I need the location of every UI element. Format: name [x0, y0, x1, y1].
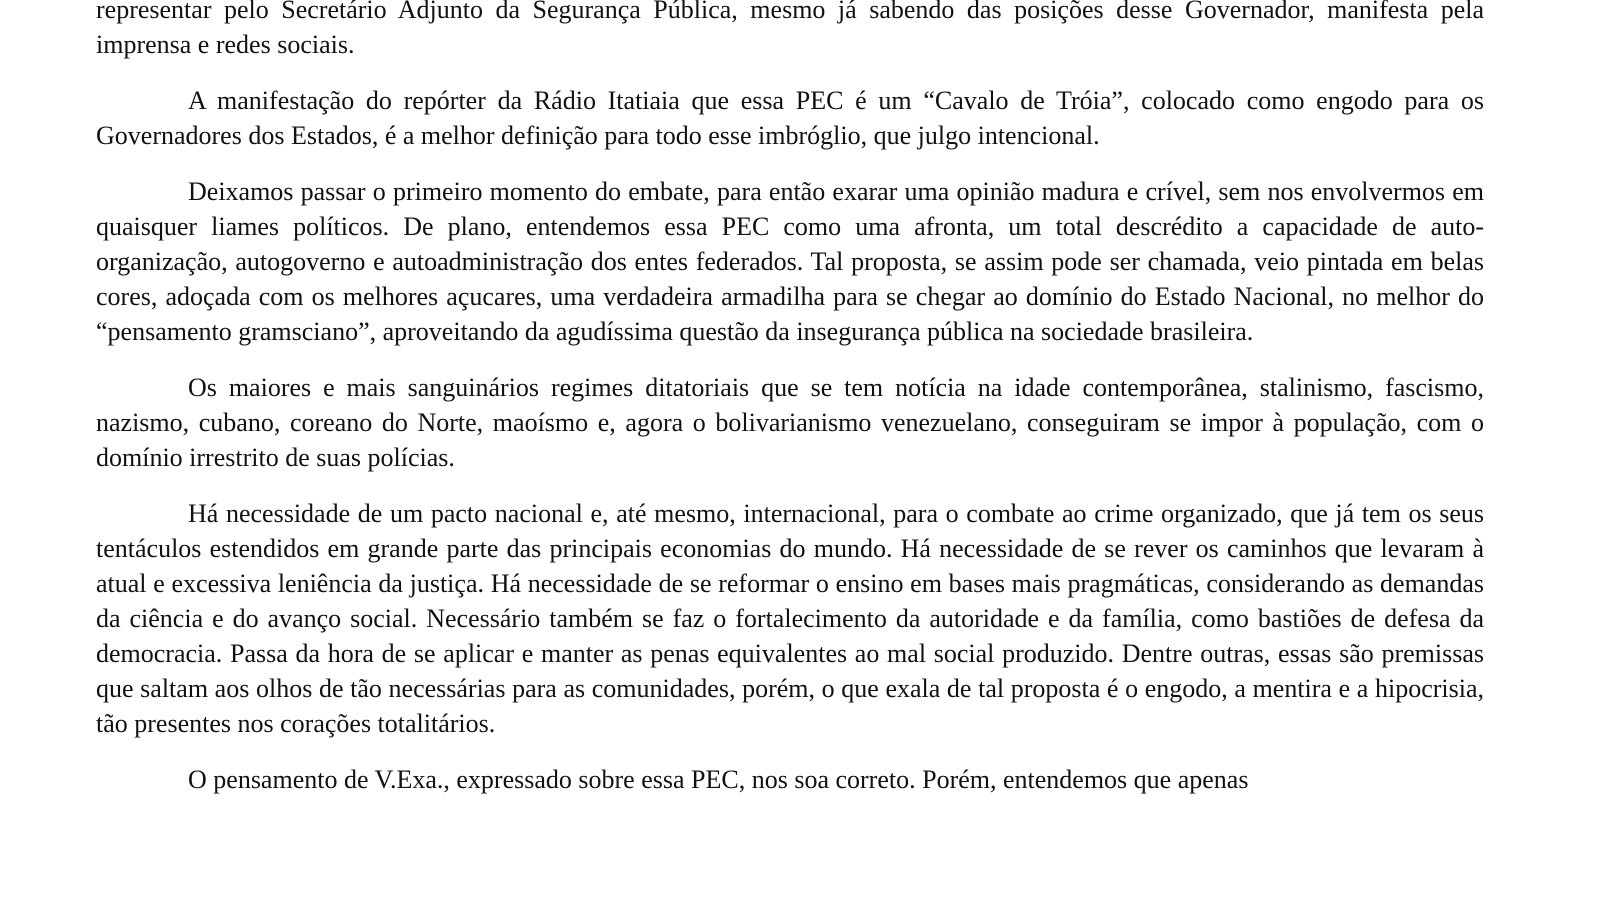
paragraph-5: Há necessidade de um pacto nacional e, até mesmo, internacional, para o combate ao crime organizado, que já tem os seus tentáculos estendidos em grande parte das principais economias do mundo. Há necessidade de se rever os caminhos que levaram à atual e excessiva leniência da justiça. Há necessidade de se reformar o ensino em bases mais pragmáticas, considerando as demandas da ciência e do avanço social. Necessário também se faz o fortalecimento da autoridade e da família, como bastiões de defesa da democracia. Passa da hora de se aplicar e manter as penas equivalentes ao mal social produzido. Dentre outras, essas são premissas que saltam aos olhos de tão necessárias para as comunidades, porém, o que exala de tal proposta é o engodo, a mentira e a hipocrisia, tão presentes nos corações totalitários. [96, 499, 1484, 738]
paragraph-2: A manifestação do repórter da Rádio Itatiaia que essa PEC é um “Cavalo de Tróia”, colocado como engodo para os Governadores dos Estados, é a melhor definição para todo esse imbróglio, que julgo intencional. [96, 86, 1484, 150]
paragraph-3: Deixamos passar o primeiro momento do embate, para então exarar uma opinião madura e crível, sem nos envolvermos em quaisquer liames políticos. De plano, entendemos essa PEC como uma afronta, um total descrédito a capacidade de auto-organização, autogoverno e autoadministração dos entes federados. Tal proposta, se assim pode ser chamada, veio pintada em belas cores, adoçada com os melhores açucares, uma verdadeira armadilha para se chegar ao domínio do Estado Nacional, no melhor do “pensamento gramsciano”, aproveitando da agudíssima questão da insegurança pública na sociedade brasileira. [96, 177, 1484, 346]
paragraph-6: O pensamento de V.Exa., expressado sobre essa PEC, nos soa correto. Porém, entendemos que apenas [188, 765, 1249, 794]
document-page [96, 0, 1484, 818]
paragraph-4: Os maiores e mais sanguinários regimes ditatoriais que se tem notícia na idade contemporânea, stalinismo, fascismo, nazismo, cubano, coreano do Norte, maoísmo e, agora o bolivarianismo venezuelano, conseguiram se impor à população, com o domínio irrestrito de suas polícias. [96, 373, 1484, 472]
paragraph-1: representar pelo Secretário Adjunto da Segurança Pública, mesmo já sabendo das posições desse Governador, manifesta pela imprensa e redes sociais. [96, 0, 1484, 59]
